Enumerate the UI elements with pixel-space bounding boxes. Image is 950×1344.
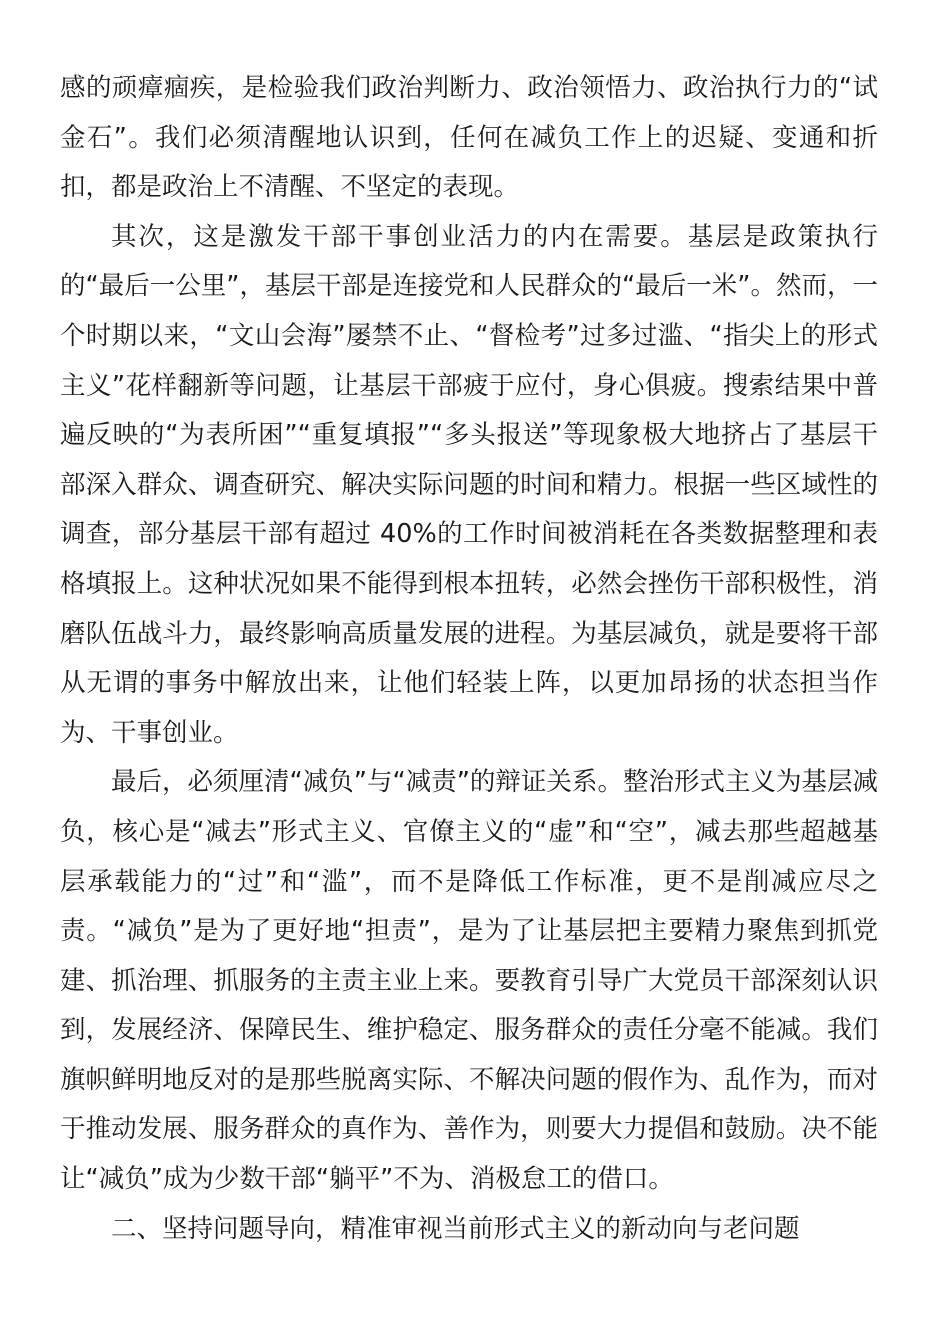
section-heading: 二、坚持问题导向，精准审视当前形式主义的新动向与老问题 — [111, 1213, 800, 1244]
paragraph-finally: 最后，必须厘清“减负”与“减责”的辩证关系。整治形式主义为基层减负，核心是“减去”形式主义、官僚主义的“虚”和“空”，减去那些超越基层承载能力的“过”和“滥”，而不是降低工作标准，更不是削减应尽之责。“减负”是为了更好地“担责”，是为了让基层把主要精力聚焦到抓党建、抓治理、抓服务的主责主业上来。要教育引导广大党员干部深刻认识到，发展经济、保障民生、维护稳定、服务群众的责任分毫不能减。我们旗帜鲜明地反对的是那些脱离实际、不解决问题的假作为、乱作为，而对于推动发展、服务群众的真作为、善作为，则要大力提倡和鼓励。决不能让“减负”成为少数干部“躺平”不为、消极怠工的借口。 — [60, 767, 878, 1195]
paragraph-secondly: 其次，这是激发干部干事创业活力的内在需要。基层是政策执行的“最后一公里”，基层干部是连接党和人民群众的“最后一米”。然而，一个时期以来，“文山会海”屡禁不止、“督检考”过多过滥、“指尖上的形式主义”花样翻新等问题，让基层干部疲于应付，身心俱疲。搜索结果中普遍反映的“为表所困”“重复填报”“多头报送”等现象极大地挤占了基层干部深入群众、调查研究、解决实际问题的时间和精力。根据一些区域性的调查，部分基层干部有超过 40%的工作时间被消耗在各类数据整理和表格填报上。这种状况如果不能得到根本扭转，必然会挫伤干部积极性，消磨队伍战斗力，最终影响高质量发展的进程。为基层减负，就是要将干部从无谓的事务中解放出来，让他们轻装上阵，以更加昂扬的状态担当作为、干事创业。 — [60, 221, 878, 748]
paragraph-continuation: 感的顽瘴痼疾，是检验我们政治判断力、政治领悟力、政治执行力的“试金石”。我们必须清醒地认识到，任何在减负工作上的迟疑、变通和折扣，都是政治上不清醒、不坚定的表现。 — [60, 73, 878, 203]
document-page — [60, 64, 878, 1254]
